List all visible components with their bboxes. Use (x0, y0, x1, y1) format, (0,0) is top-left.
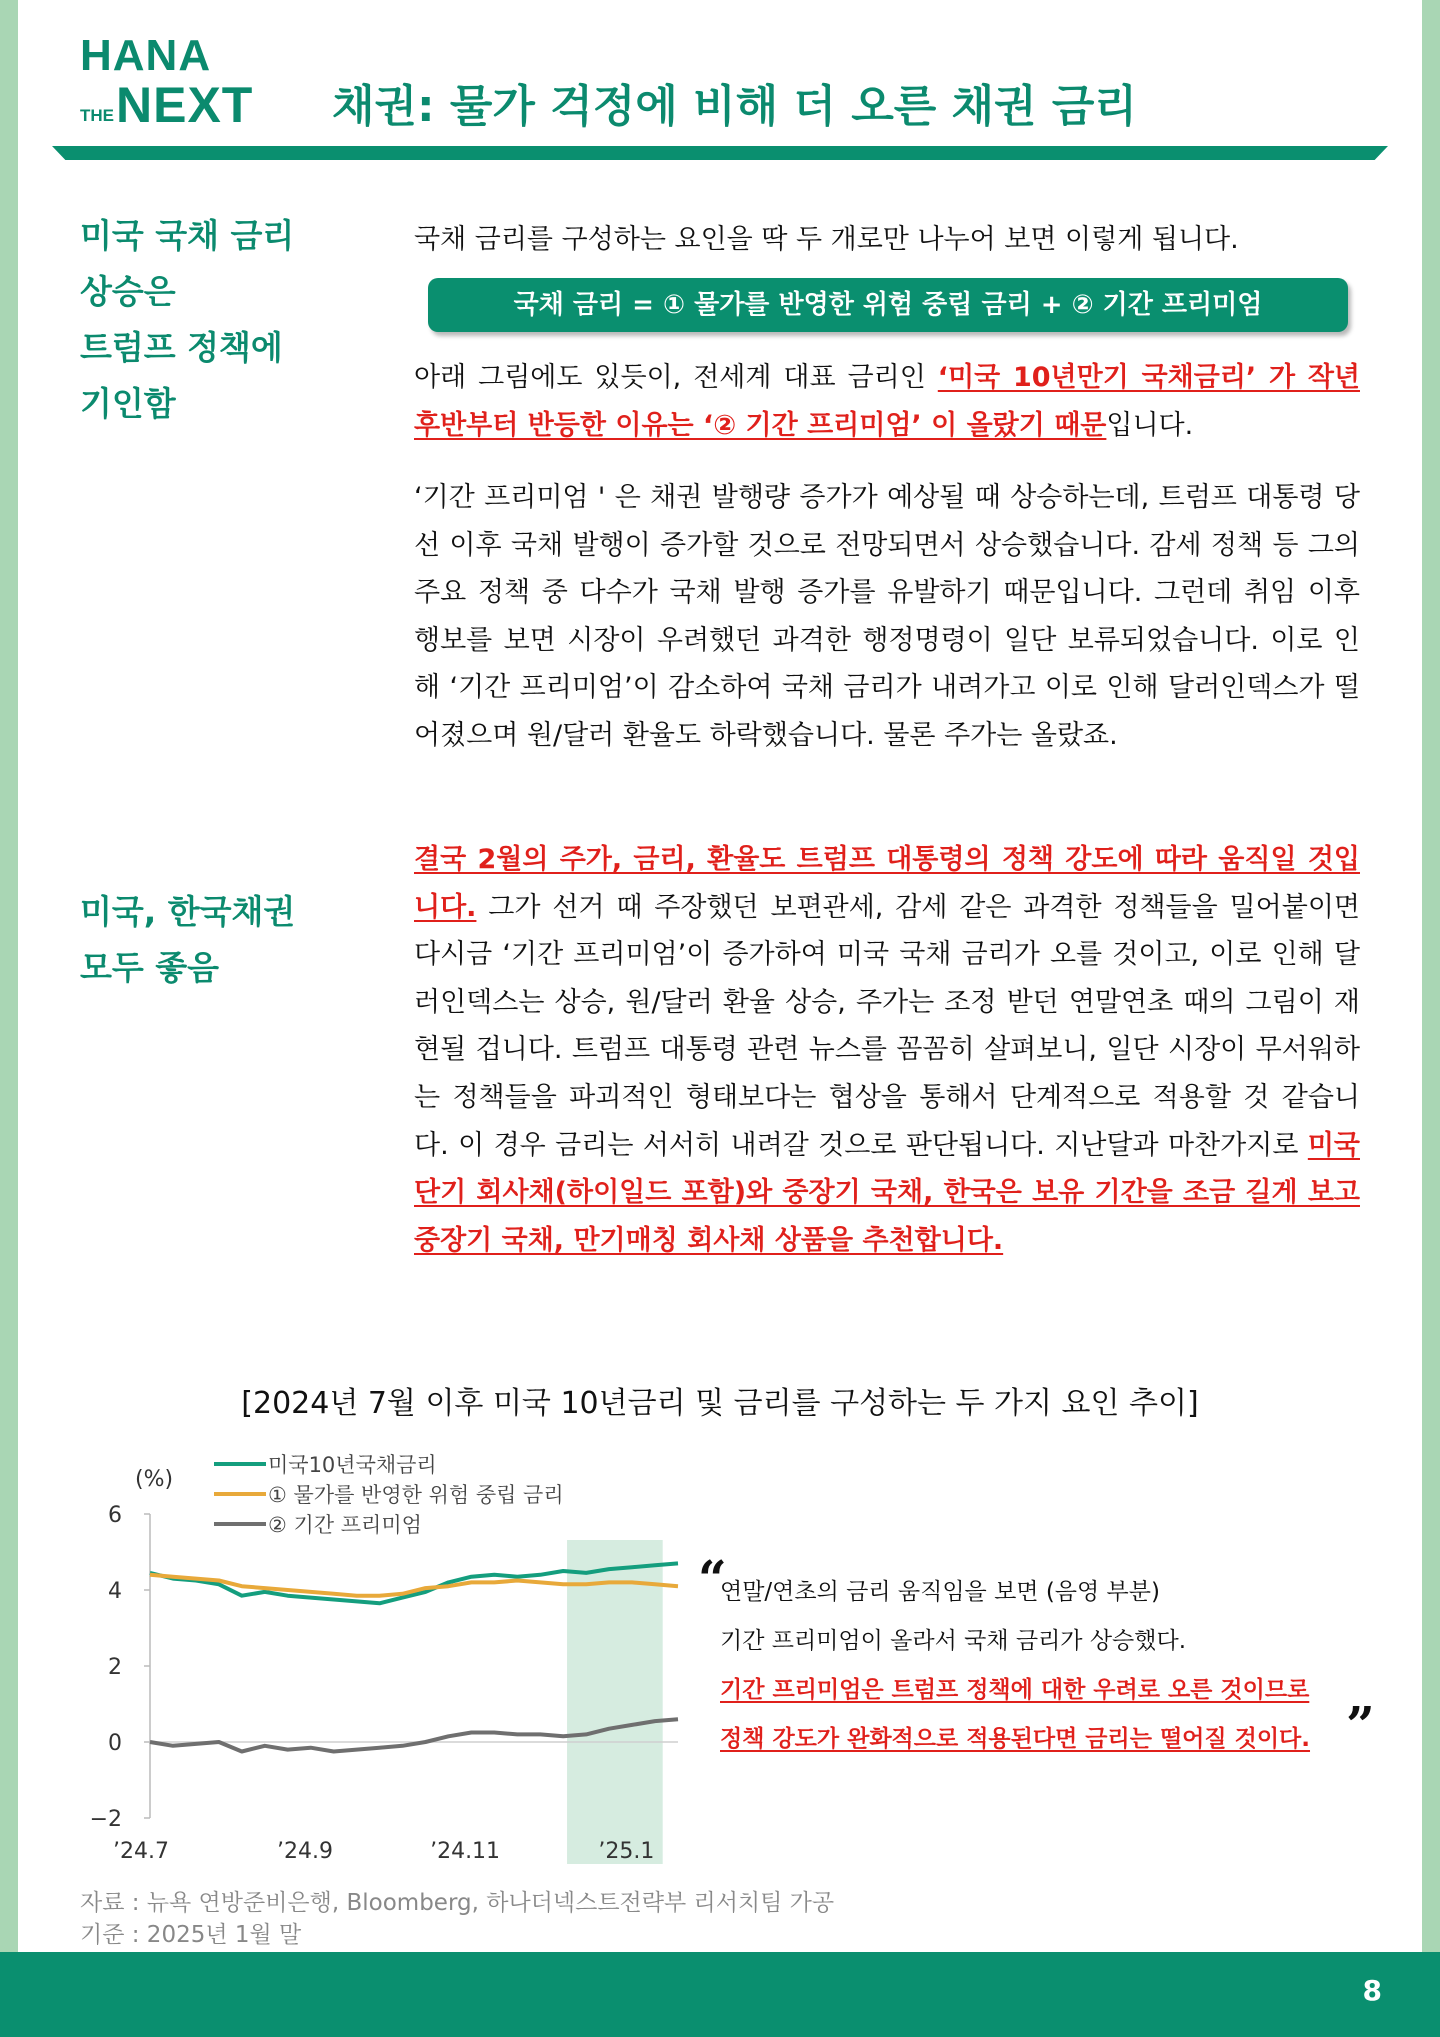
side-heading-line: 미국 국채 금리 (80, 216, 295, 255)
close-quote: ” (1346, 1695, 1375, 1754)
logo-the: THE (80, 106, 114, 125)
y-unit-label: (%) (135, 1467, 174, 1492)
para1-text: 아래 그림에도 있듯이, 전세계 대표 금리인 (414, 362, 938, 393)
annotation-line: 연말/연초의 금리 움직임을 보면 (음영 부분) (720, 1579, 1160, 1605)
y-tick-label: 4 (108, 1579, 122, 1604)
logo-next: NEXT (116, 77, 254, 133)
paragraph-2: ‘기간 프리미엄 ' 은 채권 발행량 증가가 예상될 때 상승하는데, 트럼프 대통령 당선 이후 국채 발행이 증가할 것으로 전망되면서 상승했습니다. 감세 정책 등 그의 주요 정책 중 다수가 국채 발행 증가를 유발하기 때문입니다. 그런데 취임 이후 행보를 보면 시장이 우려했던 과격한 행정명령이 일단 보류되었습니다. 이로 인해 ‘기간 프리미엄’이 감소하여 국채 금리가 내려가고 이로 인해 달러인덱스가 떨어졌으며 원/달러 환율도 하락했습니다. 물론 주가는 올랐죠. (414, 482, 1360, 751)
reference-date: 기준 : 2025년 1월 말 (80, 1922, 302, 1948)
x-tick-label: ’24.9 (277, 1839, 334, 1864)
side-heading-line: 미국, 한국채권 (80, 892, 296, 931)
annotation-highlight: 기간 프리미엄은 트럼프 정책에 대한 우려로 오른 것이므로 (720, 1677, 1310, 1703)
legend-label: 미국10년국채금리 (268, 1453, 437, 1477)
y-tick-label: 2 (108, 1655, 122, 1680)
para3-highlight-1: 결국 2월의 주가, 금리, 환율도 트럼프 대통령의 정책 강도에 따라 움직일 것입니다. (414, 844, 1360, 923)
x-tick-label: ’24.7 (113, 1839, 169, 1864)
x-tick-label: ’25.1 (598, 1839, 655, 1864)
annotation-line: 기간 프리미엄이 올라서 국채 금리가 상승했다. (720, 1628, 1187, 1654)
chart-annotation (720, 1568, 1310, 1764)
shaded-region (567, 1540, 663, 1864)
chart-title: [2024년 7월 이후 미국 10년금리 및 금리를 구성하는 두 가지 요인 추이] (241, 1386, 1199, 1421)
y-tick-label: 6 (108, 1503, 122, 1528)
side-heading-line: 상승은 (80, 272, 176, 311)
legend-label: ② 기간 프리미엄 (268, 1513, 422, 1537)
intro-text: 국채 금리를 구성하는 요인을 딱 두 개로만 나누어 보면 이렇게 됩니다. (414, 224, 1239, 255)
formula-box: 국채 금리 = ① 물가를 반영한 위험 중립 금리 + ② 기간 프리미엄 (428, 278, 1348, 332)
side-heading-line: 모두 좋음 (80, 948, 220, 987)
page-number: 8 (1362, 1974, 1382, 2007)
para3-text: 그가 선거 때 주장했던 보편관세, 감세 같은 과격한 정책들을 밀어붙이면 다시금 ‘기간 프리미엄’이 증가하여 미국 국채 금리가 오를 것이고, 이로 인해 달러인덱스는 상승, 원/달러 환율 상승, 주가는 조정 받던 연말연초 때의 그림이 재현될 겁니다. 트럼프 대통령 관련 뉴스를 꼼꼼히 살펴보니, 일단 시장이 무서워하는 정책들을 파괴적인 형태보다는 협상을 통해서 단계적으로 적용할 것 같습니다. 이 경우 금리는 서서히 내려갈 것으로 판단됩니다. 지난달과 마찬가지로 (414, 891, 1360, 1161)
para1-highlight: ‘미국 10년만기 국채금리’ 가 작년 후반부터 반등한 이유는 ‘② 기간 프리미엄’ 이 올랐기 때문 (414, 362, 1360, 441)
side-heading-line: 기인함 (80, 384, 176, 423)
page-title: 채권: 물가 걱정에 비해 더 오른 채권 금리 (332, 81, 1137, 132)
footer-bar (0, 1952, 1440, 2037)
logo-line-hana: HANA (80, 31, 212, 80)
para1-suffix: 입니다. (1106, 409, 1194, 441)
legend-label: ① 물가를 반영한 위험 중립 금리 (268, 1483, 564, 1507)
para3-highlight-2: 미국 단기 회사채(하이일드 포함)와 중장기 국채, 한국은 보유 기간을 조금 길게 보고 중장기 국채, 만기매칭 회사채 상품을 추천합니다. (414, 1129, 1360, 1256)
open-quote: “ (698, 1549, 727, 1608)
x-tick-label: ’24.11 (430, 1839, 501, 1864)
source-note: 자료 : 뉴욕 연방준비은행, Bloomberg, 하나더넥스트전략부 리서치팀 가공 (80, 1890, 835, 1916)
y-tick-label: −2 (89, 1807, 122, 1832)
y-tick-label: 0 (108, 1731, 122, 1756)
side-heading-line: 트럼프 정책에 (80, 328, 283, 367)
annotation-highlight: 정책 강도가 완화적으로 적용된다면 금리는 떨어질 것이다. (720, 1726, 1311, 1752)
